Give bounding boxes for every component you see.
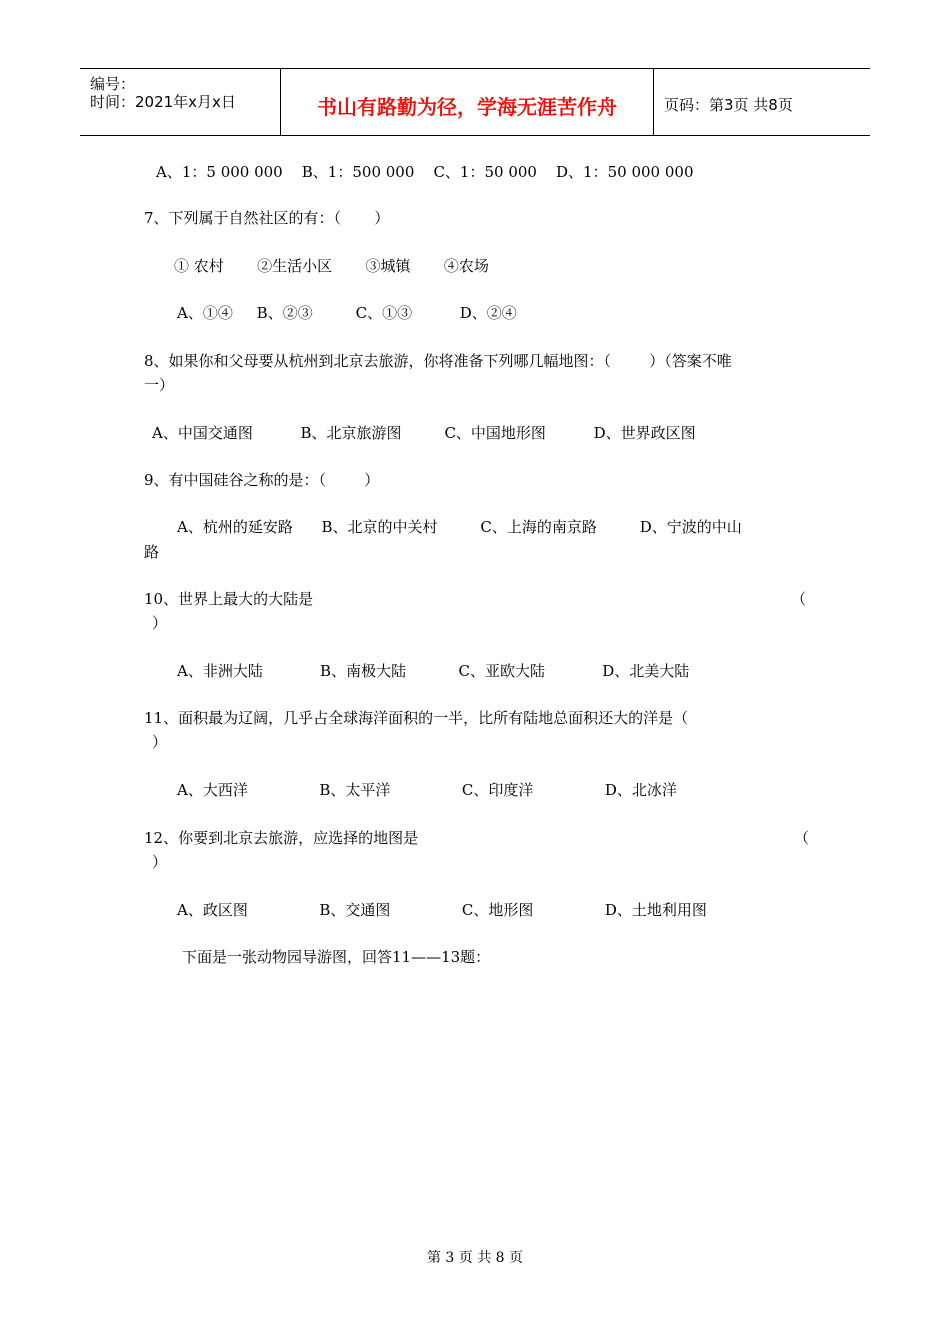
page-footer: 第 3 页 共 8 页 — [426, 1250, 524, 1266]
serial-label: 编号： — [90, 75, 136, 93]
q12-options: A、政区图 B、交通图 C、地形图 D、土地利用图 — [177, 901, 707, 919]
q9-stem: 9、有中国硅谷之称的是：（ ） — [144, 471, 380, 489]
q6-options: A、1：5 000 000 B、1：500 000 C、1：50 000 D、1：50 000 000 — [156, 163, 694, 181]
q7-stem: 7、下列属于自然社区的有：（ ） — [144, 209, 390, 227]
q12-paren-open: （ — [794, 829, 810, 847]
q8-stem-cont: 一） — [144, 376, 175, 394]
q8-stem: 8、如果你和父母要从杭州到北京去旅游，你将准备下列哪几幅地图：（ ）（答案不唯 — [144, 352, 732, 370]
q10-paren-close: ） — [152, 614, 168, 632]
q7-options: A、①④ B、②③ C、①③ D、②④ — [177, 304, 517, 322]
header-page-cell — [654, 69, 870, 135]
q8-options: A、中国交通图 B、北京旅游图 C、中国地形图 D、世界政区图 — [152, 424, 696, 442]
header-info-cell — [80, 69, 281, 135]
page-header — [80, 68, 870, 136]
q7-items: ① 农村 ②生活小区 ③城镇 ④农场 — [174, 257, 489, 275]
q11-stem: 11、面积最为辽阔，几乎占全球海洋面积的一半，比所有陆地总面积还大的洋是（ — [144, 709, 689, 727]
q9-options: A、杭州的延安路 B、北京的中关村 C、上海的南京路 D、宁波的中山 — [177, 518, 742, 536]
zoo-map-intro: 下面是一张动物园导游图，回答11——13题： — [182, 948, 491, 966]
q12-paren-close: ） — [152, 853, 168, 871]
q10-paren-open: （ — [791, 590, 807, 608]
time-label: 时间：2021年x月x日 — [90, 93, 236, 111]
q11-options: A、大西洋 B、太平洋 C、印度洋 D、北冰洋 — [177, 781, 677, 799]
q9-options-cont: 路 — [144, 543, 160, 561]
q10-stem: 10、世界上最大的大陆是 — [144, 590, 314, 608]
motto: 书山有路勤为径，学海无涯苦作舟 — [317, 95, 617, 119]
q10-options: A、非洲大陆 B、南极大陆 C、亚欧大陆 D、北美大陆 — [177, 662, 690, 680]
q12-stem: 12、你要到北京去旅游，应选择的地图是 — [144, 829, 419, 847]
header-motto-cell — [281, 69, 654, 135]
page-info: 页码：第3页 共8页 — [664, 96, 793, 114]
q11-paren-close: ） — [152, 733, 168, 751]
